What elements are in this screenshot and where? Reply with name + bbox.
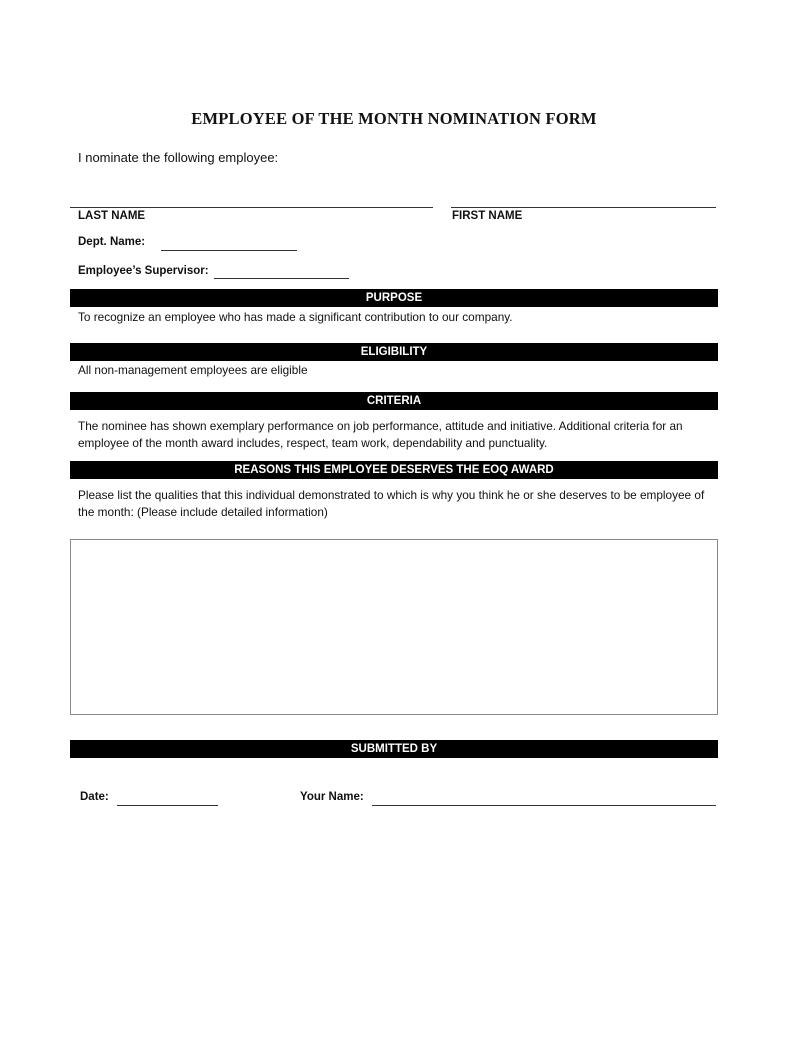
section-header-reasons: REASONS THIS EMPLOYEE DESERVES THE EOQ AWARD xyxy=(70,461,718,479)
supervisor-input-line[interactable] xyxy=(214,278,349,279)
dept-name-label: Dept. Name: xyxy=(78,236,146,248)
first-name-label: FIRST NAME xyxy=(452,210,523,222)
dept-name-input-line[interactable] xyxy=(161,250,297,251)
criteria-text: The nominee has shown exemplary performance on job performance, attitude and initiative. Additional criteria for an employee of the month award includes, respect, team work, dependability and punctuality. xyxy=(78,419,683,450)
supervisor-label: Employee’s Supervisor: xyxy=(78,265,209,277)
section-header-criteria: CRITERIA xyxy=(70,392,718,410)
date-input-line[interactable] xyxy=(117,805,218,806)
date-label: Date: xyxy=(80,791,109,803)
your-name-label: Your Name: xyxy=(300,791,364,803)
first-name-input-line[interactable] xyxy=(451,207,716,208)
section-header-submitted-by: SUBMITTED BY xyxy=(70,740,718,758)
intro-text: I nominate the following employee: xyxy=(78,150,279,165)
purpose-text: To recognize an employee who has made a significant contribution to our company. xyxy=(78,310,513,324)
your-name-input-line[interactable] xyxy=(372,805,716,806)
reasons-instructions: Please list the qualities that this individual demonstrated to which is why you think he or she deserves to be employee of the month: (Please include detailed information) xyxy=(78,488,705,519)
last-name-input-line[interactable] xyxy=(70,207,433,208)
section-header-purpose: PURPOSE xyxy=(70,289,718,307)
eligibility-text: All non-management employees are eligible xyxy=(78,363,308,377)
reasons-text-area[interactable] xyxy=(70,539,718,715)
section-header-eligibility: ELIGIBILITY xyxy=(70,343,718,361)
form-title: EMPLOYEE OF THE MONTH NOMINATION FORM xyxy=(191,109,597,128)
last-name-label: LAST NAME xyxy=(78,210,146,222)
